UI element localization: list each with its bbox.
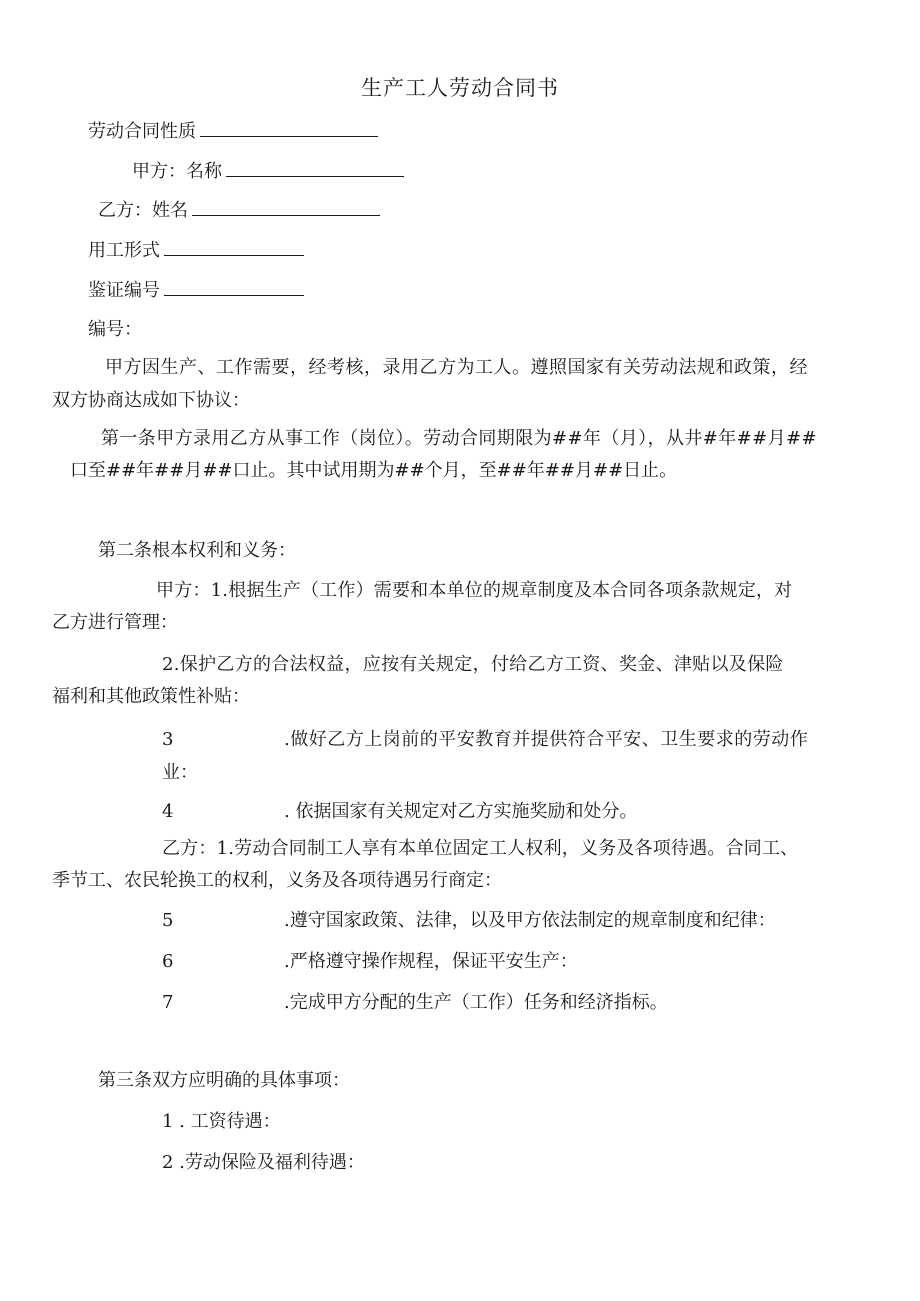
article-2-a1-line-1: 甲方：1.根据生产（工作）需要和本单位的规章制度及本合同各项条款规定，对	[156, 580, 793, 601]
article-2-b7-number: 7	[162, 992, 174, 1013]
preamble-line-1: 甲方因生产、工作需要，经考核，录用乙方为工人。遵照国家有关劳动法规和政策，经	[105, 357, 808, 378]
preamble-line-2: 双方协商达成如下协议：	[52, 390, 250, 411]
article-2-b5-line-1: .遵守国家政策、法律，以及甲方依法制定的规章制度和纪律：	[284, 910, 776, 931]
document-title: 生产工人劳动合同书	[361, 76, 559, 100]
field-contract-nature-blank	[200, 120, 378, 137]
article-3-item-2: 2 .劳动保险及福利待遇：	[162, 1152, 365, 1173]
field-contract-nature	[88, 120, 378, 143]
field-employment-blank	[164, 239, 304, 256]
field-party-a-blank	[226, 160, 404, 177]
field-employment-label: 用工形式	[88, 240, 160, 261]
field-contract-nature-label: 劳动合同性质	[88, 121, 196, 142]
article-1-line-2: 口至##年##月##口止。其中试用期为##个月，至##年##月##日止。	[70, 460, 678, 481]
article-2-a3-line-1: .做好乙方上岗前的平安教育并提供符合平安、卫生要求的劳动作	[284, 729, 809, 750]
field-party-b-name	[98, 199, 380, 222]
article-2-b1-line-1: 乙方：1.劳动合同制工人享有本单位固定工人权利，义务及各项待遇。合同工、	[162, 838, 799, 859]
article-2-a4-line-1: . 依据国家有关规定对乙方实施奖励和处分。	[284, 801, 638, 822]
field-cert-number	[88, 279, 304, 302]
article-2-a2-line-1: 2.保护乙方的合法权益，应按有关规定，付给乙方工资、奖金、津贴以及保险	[162, 654, 784, 675]
field-party-a-label: 甲方：名称	[132, 161, 222, 182]
article-2-b6-number: 6	[162, 951, 174, 972]
field-number: 编号：	[88, 319, 142, 340]
article-2-a1-line-2: 乙方进行管理：	[52, 612, 178, 633]
article-2-a4-number: 4	[162, 801, 174, 822]
field-party-a-name	[132, 160, 404, 183]
field-cert-label: 鉴证编号	[88, 280, 160, 301]
article-2-b6-line-1: .严格遵守操作规程，保证平安生产：	[284, 951, 578, 972]
field-cert-blank	[164, 279, 304, 296]
article-3-heading: 第三条双方应明确的具体事项：	[98, 1070, 350, 1091]
field-party-b-blank	[192, 199, 380, 216]
article-2-b1-line-2: 季节工、农民轮换工的权利，义务及各项待遇另行商定：	[52, 870, 502, 891]
field-party-b-label: 乙方：姓名	[98, 200, 188, 221]
article-2-a2-line-2: 福利和其他政策性补贴：	[52, 686, 250, 707]
article-2-a3-number: 3	[162, 729, 174, 750]
article-1-line-1: 第一条甲方录用乙方从事工作（岗位）。劳动合同期限为##年（月），从井#年##月##	[101, 428, 817, 449]
article-2-heading: 第二条根本权利和义务：	[98, 540, 296, 561]
article-3-item-1: 1 . 工资待遇：	[162, 1111, 281, 1132]
article-2-b5-number: 5	[162, 910, 174, 931]
field-employment-form	[88, 239, 304, 262]
article-2-a3-line-2: 业：	[162, 762, 198, 783]
article-2-b7-line-1: .完成甲方分配的生产（工作）任务和经济指标。	[284, 992, 668, 1013]
